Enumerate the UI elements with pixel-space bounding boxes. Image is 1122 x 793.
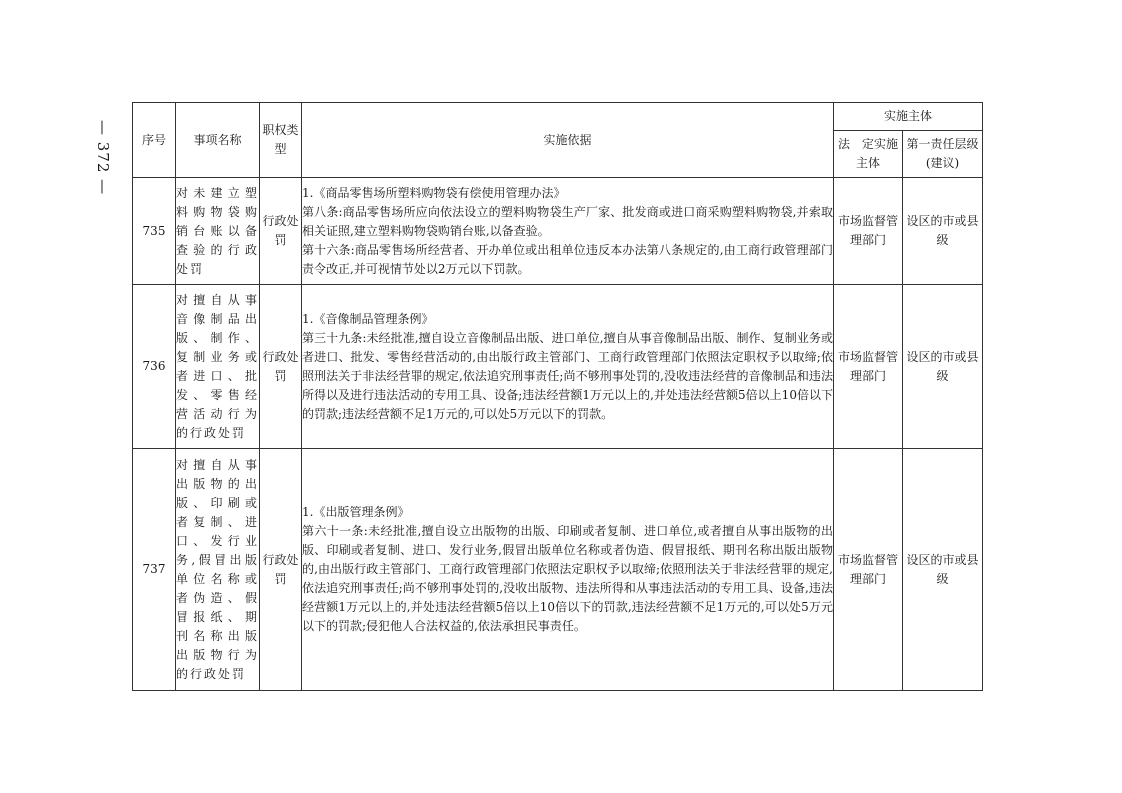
row-index: 735 — [133, 178, 176, 285]
header-implementing-subject: 实施主体 — [834, 103, 983, 131]
row-index: 736 — [133, 285, 176, 449]
responsibility-level: 设区的市或县级 — [903, 285, 983, 449]
law-title: 1.《音像制品管理条例》 — [302, 311, 434, 326]
header-legal-basis: 实施依据 — [302, 103, 834, 178]
law-title: 1.《出版管理条例》 — [302, 505, 410, 519]
authority-type: 行政处罚 — [260, 178, 302, 285]
legal-basis — [302, 178, 834, 285]
table-row — [133, 449, 983, 691]
legal-basis — [302, 285, 834, 449]
table-row — [133, 178, 983, 285]
article-text: 第十六条:商品零售场所经营者、开办单位或出租单位违反本办法第八条规定的,由工商行政管理部门责令改正,并可视情节处以2万元以下罚款。 — [302, 242, 833, 276]
item-name: 对未建立塑料购物袋购销台账以备查验的行政处罚 — [176, 178, 260, 285]
article-text: 第八条:商品零售场所应向依法设立的塑料购物袋生产厂家、批发商或进口商采购塑料购物袋,并索取相关证照,建立塑料购物袋购销台账,以备查验。 — [302, 204, 833, 238]
article-text: 第三十九条:未经批准,擅自设立音像制品出版、进口单位,擅自从事音像制品出版、制作、复制业务或者进口、批发、零售经营活动的,由出版行政主管部门、工商行政管理部门依照法定职权予以取缔;依照刑法关于非法经营罪的规定,依法追究刑事责任;尚不够刑事处罚的,没收违法经营的音像制品和违法所得以及进行违法活动的专用工具、设备;违法经营额1万元以上的,并处违法经营额5倍以上10倍以下的罚款;违法经营额不足1万元的,可以处5万元以下的罚款。 — [302, 330, 833, 421]
authority-type: 行政处罚 — [260, 285, 302, 449]
header-authority-type: 职权类型 — [260, 103, 302, 178]
header-first-responsibility-level: 第一责任层级(建议) — [903, 131, 983, 178]
authority-type: 行政处罚 — [260, 449, 302, 691]
item-name: 对擅自从事音像制品出版、制作、复制业务或者进口、批发、零售经营活动行为的行政处罚 — [176, 285, 260, 449]
legal-subject: 市场监督管理部门 — [834, 285, 903, 449]
law-title: 1.《商品零售场所塑料购物袋有偿使用管理办法》 — [302, 185, 566, 200]
header-index: 序号 — [133, 103, 176, 178]
legal-subject: 市场监督管理部门 — [834, 449, 903, 691]
responsibility-level: 设区的市或县级 — [903, 449, 983, 691]
legal-basis — [302, 449, 834, 691]
legal-subject: 市场监督管理部门 — [834, 178, 903, 285]
header-legal-subject: 法 定实施主体 — [834, 131, 903, 178]
responsibility-level: 设区的市或县级 — [903, 178, 983, 285]
page-number: — 372 — — [94, 120, 112, 196]
item-name: 对擅自从事出版物的出版、印刷或者复制、进口、发行业务,假冒出版单位名称或者伪造、假冒报纸、期刊名称出版出版物行为的行政处罚 — [176, 449, 260, 691]
table-row — [133, 285, 983, 449]
article-text: 第六十一条:未经批准,擅自设立出版物的出版、印刷或者复制、进口单位,或者擅自从事出版物的出版、印刷或者复制、进口、发行业务,假冒出版单位名称或者伪造、假冒报纸、期刊名称出版出版物的,由出版行政主管部门、工商行政管理部门依照法定职权予以取缔;依照刑法关于非法经营罪的规定,依法追究刑事责任;尚不够刑事处罚的,没收出版物、违法所得和从事违法活动的专用工具、设备,违法经营额1万元以上的,并处违法经营额5倍以上10倍以下的罚款,违法经营额不足1万元的,可以处5万元以下的罚款;侵犯他人合法权益的,依法承担民事责任。 — [302, 524, 833, 633]
row-index: 737 — [133, 449, 176, 691]
header-item-name: 事项名称 — [176, 103, 260, 178]
administrative-penalty-table — [132, 102, 983, 691]
